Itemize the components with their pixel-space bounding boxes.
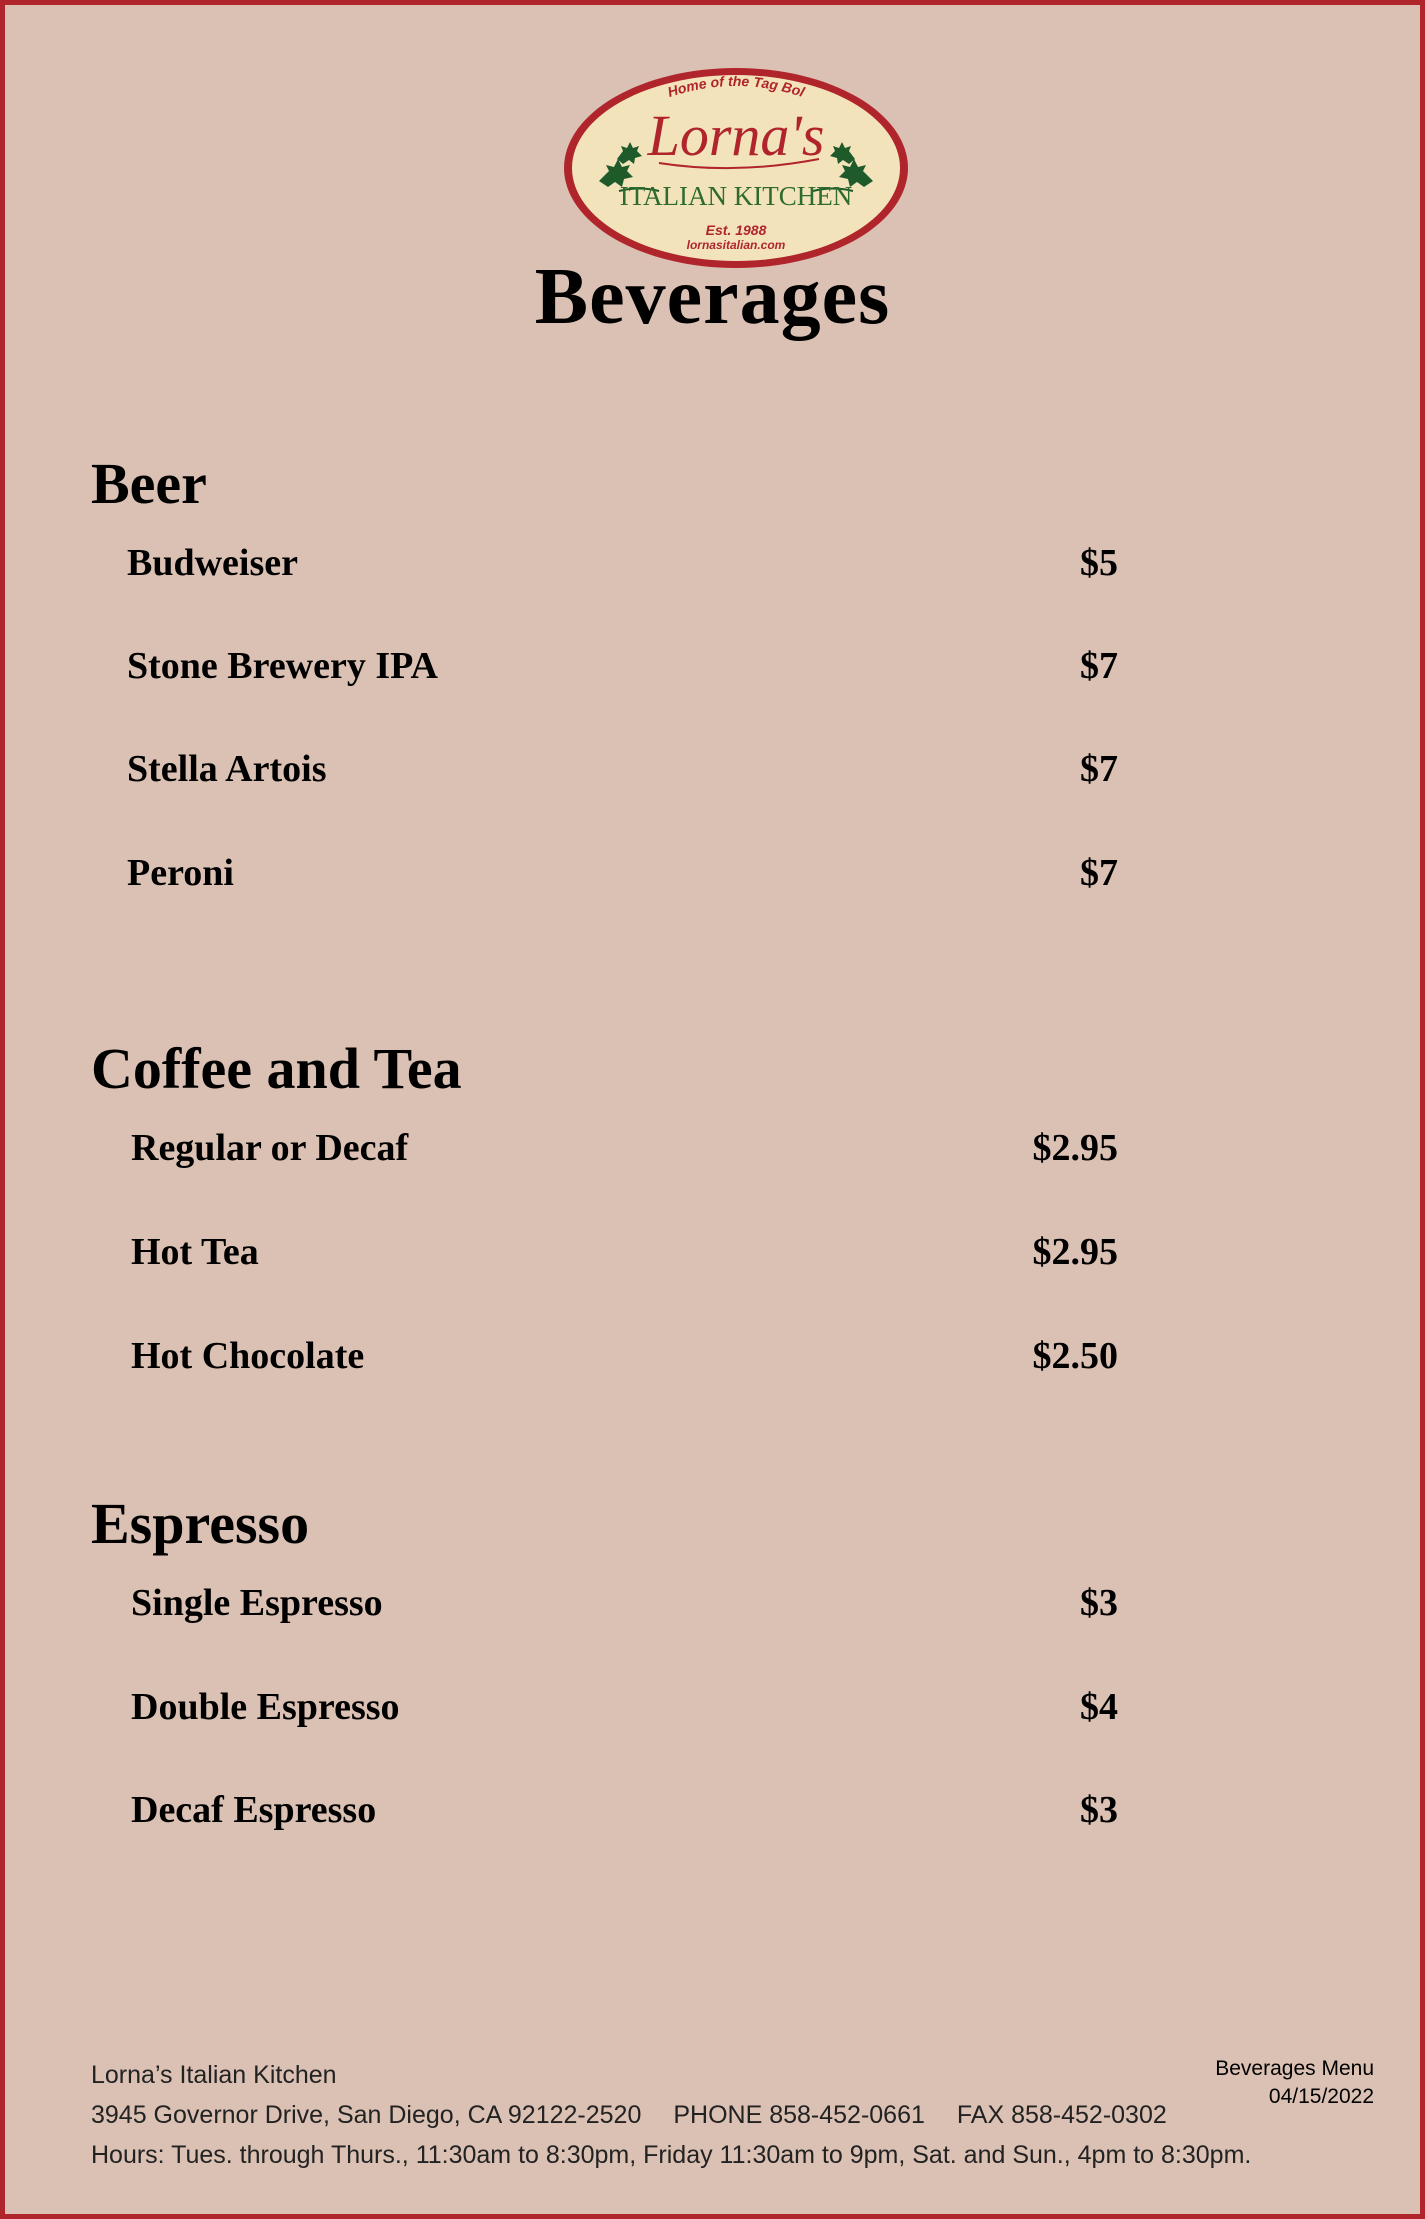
menu-item-price: $5 [1080,542,1118,584]
footer-contact-line [91,2095,1251,2135]
footer-fax: FAX 858-452-0302 [956,2101,1167,2129]
footer-restaurant-name: Lorna’s Italian Kitchen [91,2061,337,2089]
logo-established: Est. 1988 [705,222,767,238]
menu-item-price: $7 [1080,645,1118,687]
footer-hours: Hours: Tues. through Thurs., 11:30am to 8:30pm, Friday 11:30am to 9pm, Sat. and Sun., 4pm to 8:30pm. [91,2141,1252,2169]
menu-item-name: Regular or Decaf [131,1127,409,1169]
footer-phone: PHONE 858-452-0661 [673,2101,925,2129]
footer-menu-name: Beverages Menu [1215,2057,1374,2080]
footer-date: 04/15/2022 [1268,2085,1374,2108]
menu-item-name: Stone Brewery IPA [127,645,438,687]
menu-item-name: Decaf Espresso [131,1789,377,1831]
footer-menu-label [1215,2055,1374,2111]
menu-item-price: $2.50 [1032,1335,1118,1377]
menu-item-name: Budweiser [127,542,298,584]
menu-item-price: $7 [1080,748,1118,790]
menu-item-name: Hot Chocolate [131,1335,365,1377]
menu-item-name: Hot Tea [131,1231,259,1273]
page-title: Beverages [534,253,891,341]
logo-tagline: Home of the Tag Bol [665,72,807,100]
menu-item-name: Double Espresso [131,1686,400,1728]
menu-item-name: Peroni [127,852,234,894]
menu-item-name: Stella Artois [127,748,327,790]
section-heading-espresso: Espresso [91,1491,310,1556]
logo-website: lornasitalian.com [686,238,786,252]
footer-address: 3945 Governor Drive, San Diego, CA 92122-2520 [91,2101,642,2129]
footer-info [91,2055,1251,2175]
menu-item-price: $7 [1080,852,1118,894]
section-heading-beer: Beer [91,451,207,516]
restaurant-logo [559,63,913,273]
menu-item-price: $3 [1080,1582,1118,1624]
section-heading-coffee-and-tea: Coffee and Tea [91,1036,462,1101]
menu-item-price: $3 [1080,1789,1118,1831]
menu-item-price: $2.95 [1032,1231,1118,1273]
menu-item-price: $2.95 [1032,1127,1118,1169]
menu-item-name: Single Espresso [131,1582,383,1624]
logo-subtitle: ITALIAN KITCHEN [619,181,853,211]
logo-name: Lorna's [647,103,825,168]
menu-item-price: $4 [1080,1686,1118,1728]
